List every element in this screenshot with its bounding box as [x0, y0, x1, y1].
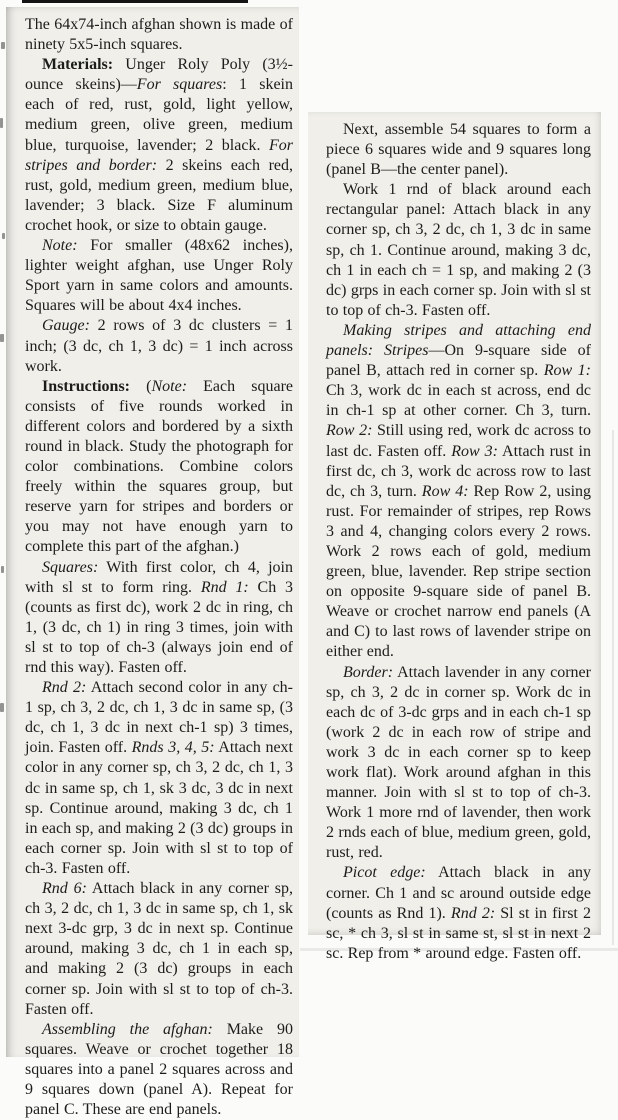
scan-speck: [0, 118, 3, 128]
text-run: Rnd 2:: [42, 679, 87, 697]
text-run: Attach next color in any corner sp, ch 3, 2 dc, ch 1, 3 dc in same sp, ch 1, sk 3 dc, 3 dc in next sp. Continue around, making 3 dc, ch 1 in each sp, and making 2 (3 dc) groups in each corner sp. Join with sl st to top of ch-3. Fasten off.: [25, 739, 293, 877]
text-run: Squares:: [42, 558, 99, 576]
text-run: Materials:: [42, 56, 114, 74]
column-right-text: [308, 112, 601, 964]
text-run: Attach black in any corner sp, ch 3, 2 dc, ch 1, 3 dc in same sp, ch 1, sk next 3-dc grp, 3 dc in next sp. Continue around, making 3 dc, ch 1 in each sp, and making 2 (3 dc) groups in each corner sp. Join with sl st to top of ch-3. Fasten off.: [25, 880, 293, 1018]
text-run: For smaller (48x62 inches), lighter weight afghan, use Unger Roly Sport yarn in same colors and amounts. Squares will be about 4x4 inches.: [25, 237, 293, 315]
text-run: Note:: [42, 237, 78, 255]
right-page-column: [308, 112, 601, 962]
text-run: Rnds 3, 4, 5:: [131, 739, 215, 757]
text-run: Sl st in first 2 sc, * ch 3, sl st in same st, sl st in next 2 sc. Rep from * around edge. Fasten off.: [326, 904, 591, 962]
text-run: Each square consists of five rounds worked in different colors and bordered by a sixth round in black. Study the photograph for color combinations. Combine colors freely within the squares group, but reserve yarn for stripes and borders or you may not have enough yarn to complete this part of the afghan.): [25, 377, 293, 556]
paragraph: [25, 678, 293, 879]
text-run: For squares: [136, 76, 223, 94]
text-run: Next, assemble 54 squares to form a piece 6 squares wide and 9 squares long (panel B—the center panel).: [326, 121, 591, 179]
text-run: Note:: [151, 377, 188, 395]
text-run: Rnd 6:: [42, 880, 87, 898]
text-run: Attach black in any corner. Ch 1 and sc around outside edge (counts as Rnd 1).: [326, 864, 591, 922]
paragraph: [25, 879, 293, 1020]
text-run: Row 4:: [421, 482, 469, 500]
paragraph: [25, 558, 293, 679]
paragraph: [25, 316, 293, 376]
text-run: (: [130, 377, 152, 395]
text-run: Ch 3, work dc in each st across, end dc in ch-1 sp at other corner. Ch 3, turn.: [326, 382, 591, 420]
scan-speck: [1, 566, 4, 573]
scan-speck: [2, 233, 5, 239]
text-run: Making stripes and attaching end panels: Stripes: [326, 321, 591, 360]
paragraph: [25, 55, 293, 236]
paragraph: [25, 15, 293, 55]
text-run: Border:: [343, 663, 394, 681]
paragraph: [25, 236, 293, 316]
text-run: Rnd 2:: [450, 904, 496, 922]
text-run: Attach lavender in any corner sp, ch 3, 2 dc in corner sp. Work dc in each dc of 3-dc grps and in each ch-1 sp (work 2 dc in each row of stripe and work 3 dc in each corner sp to keep work flat). Work around afghan in this manner. Join with sl st to top of ch-3. Work 1 more rnd of lavender, then work 2 rnds each of blue, medium green, gold, rust, red.: [326, 663, 591, 862]
text-run: Rnd 1:: [200, 578, 249, 596]
text-run: Unger Roly Poly (3½-ounce skeins)—: [25, 56, 293, 94]
text-run: For stripes and border:: [25, 136, 293, 174]
scan-speck: [0, 703, 4, 712]
text-run: Ch 3 (counts as first dc), work 2 dc in ring, ch 1, (3 dc, ch 1) in ring 3 times, join with sl st to top of ch-3 (always join end of rnd this way). Fasten off.: [25, 578, 294, 676]
paragraph: [326, 663, 591, 864]
text-run: Attach second color in any ch-1 sp, ch 3, 2 dc, ch 1, 3 dc in same sp, (3 dc, ch 1, 3 dc in next ch-1 sp) 3 times, join. Fasten off.: [25, 679, 294, 757]
paragraph: [326, 321, 591, 663]
left-page-column: [6, 7, 299, 1119]
scan-speck: [1, 42, 5, 49]
text-run: Instructions:: [42, 377, 131, 395]
text-run: Gauge:: [42, 317, 90, 335]
paragraph: [25, 1020, 293, 1120]
text-run: Rep Row 2, using rust. For remainder of stripes, rep Rows 3 and 4, changing colors every 2 rows. Work 2 rows each of gold, medium green, blue, lavender. Rep stripe section on opposite 9-square side of panel B. Weave or crochet narrow end panels (A and C) to last rows of lavender stripe on either end.: [326, 482, 592, 661]
text-run: Row 3:: [451, 442, 498, 460]
text-run: : 1 skein each of red, rust, gold, light yellow, medium green, olive green, medium blue, turquoise, lavender; 2 black.: [25, 76, 293, 154]
text-run: The 64x74-inch afghan shown is made of ninety 5x5-inch squares.: [25, 16, 293, 54]
text-run: 2 rows of 3 dc clusters = 1 inch; (3 dc, ch 1, 3 dc) = 1 inch across work.: [25, 317, 293, 375]
text-run: Make 90 squares. Weave or crochet together 18 squares into a panel 2 squares across and 9 squares down (panel A). Repeat for panel C. These are end panels.: [25, 1020, 293, 1119]
column-left-text: [6, 7, 299, 1120]
page-edge-shadow: [300, 948, 618, 951]
text-run: —On 9-square side of panel B, attach red in corner sp.: [326, 342, 592, 380]
text-run: 2 skeins each red, rust, gold, medium green, medium blue, lavender; 3 black. Size F aluminum crochet hook, or size to obtain gauge.: [25, 156, 293, 234]
paragraph: [326, 180, 591, 321]
top-rule: [22, 0, 248, 3]
text-run: Attach rust in first dc, ch 3, work dc across row to last dc, ch 3, turn.: [326, 442, 591, 500]
text-run: Row 1:: [543, 362, 592, 380]
scan-speck: [0, 334, 4, 342]
text-run: Still using red, work dc across to last dc. Fasten off.: [326, 422, 592, 460]
text-run: With first color, ch 4, join with sl st to form ring.: [25, 558, 293, 596]
page-edge-shadow-vertical: [612, 430, 614, 945]
text-run: Row 2:: [326, 422, 373, 440]
text-run: Work 1 rnd of black around each rectangular panel: Attach black in any corner sp, ch 3, 2 dc, ch 1, 3 dc in same sp, ch 1. Continue around, making 3 dc, ch 1 in each ch = 1 sp, and making 2 (3 dc) grps in each corner sp. Join with sl st to top of ch-3. Fasten off.: [326, 181, 591, 319]
paragraph: [25, 377, 293, 558]
text-run: Picot edge:: [343, 864, 426, 882]
paragraph: [326, 120, 591, 180]
text-run: Assembling the afghan:: [42, 1020, 213, 1038]
